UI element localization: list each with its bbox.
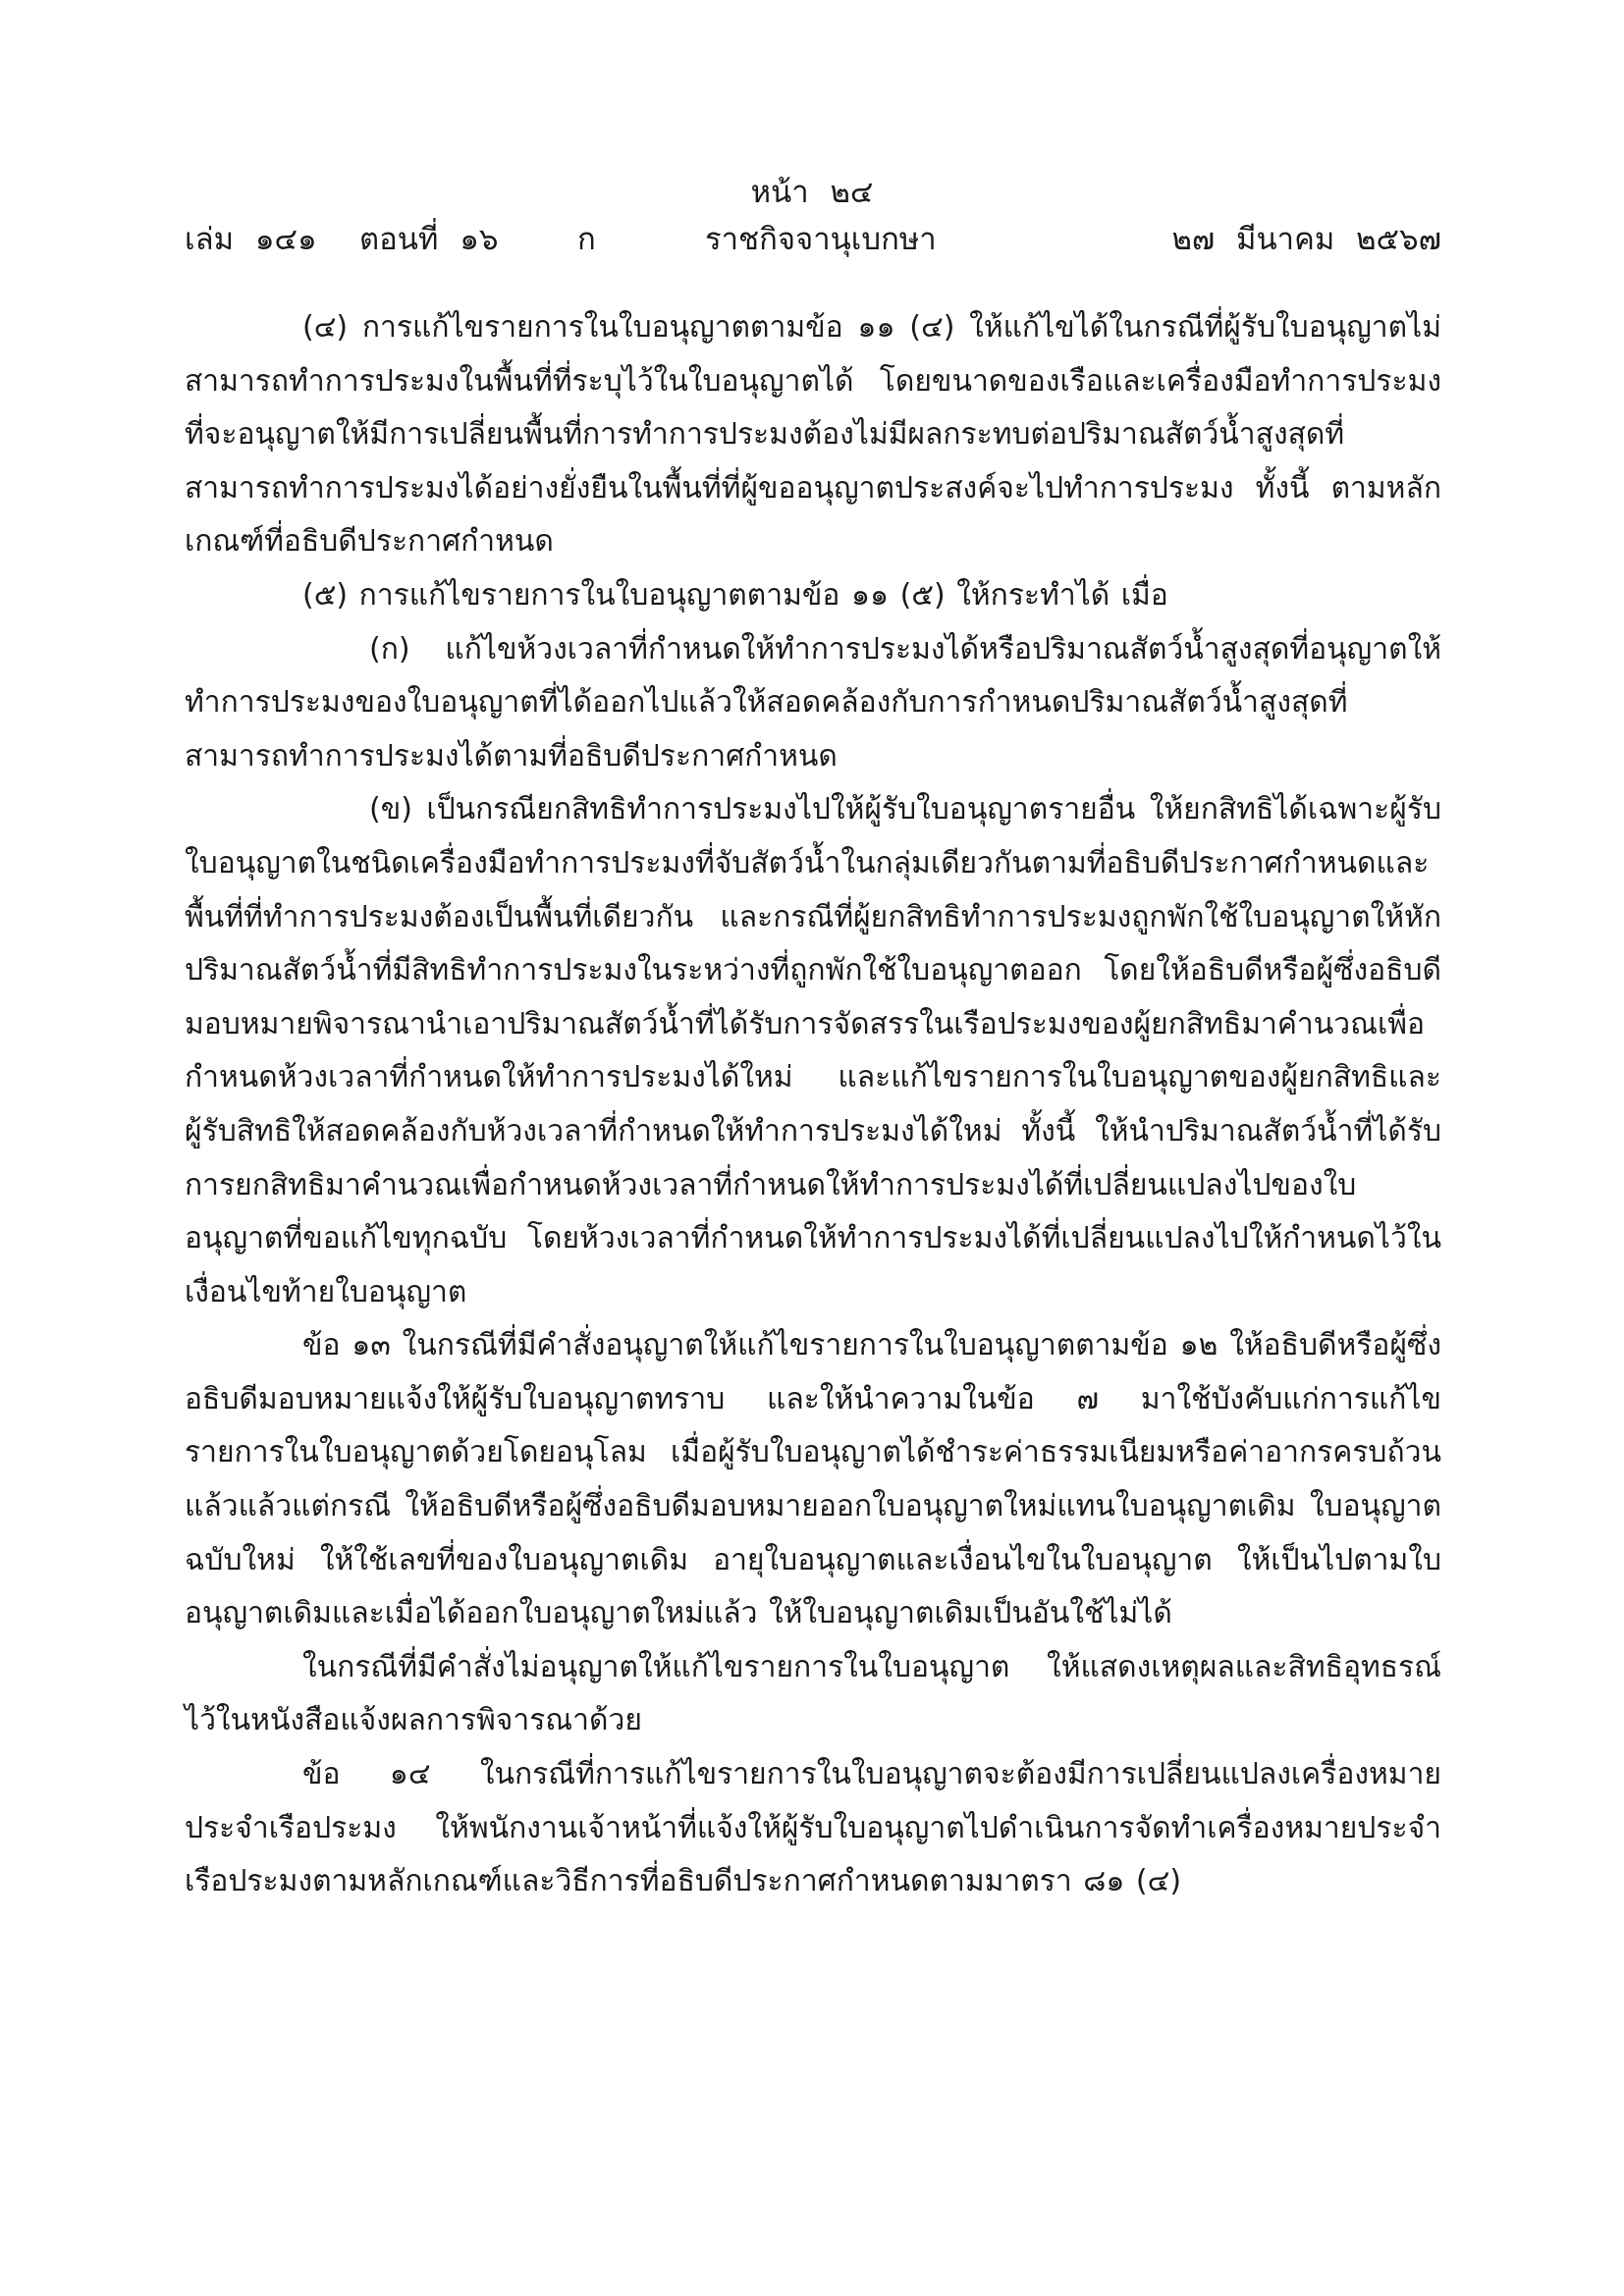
publication-date: ๒๗ มีนาคม ๒๕๖๗ [1171, 222, 1441, 257]
paragraph-article-13-denial: ในกรณีที่มีคำสั่งไม่อนุญาตให้แก้ไขรายการในใบอนุญาต ให้แสดงเหตุผลและสิทธิอุทธรณ์ไว้ในหนังสือแจ้งผลการพิจารณาด้วย [185, 1649, 1441, 1738]
section-label: ก [577, 222, 596, 257]
volume-label: เล่ม ๑๔๑ [185, 222, 317, 257]
gazette-header [185, 220, 1441, 263]
issue-label: ตอนที่ ๑๖ [359, 222, 499, 257]
gazette-title: ราชกิจจานุเบกษา [705, 222, 937, 257]
paragraph-clause-5: (๕) การแก้ไขรายการในใบอนุญาตตามข้อ ๑๑ (๕) ให้กระทำได้ เมื่อ [302, 577, 1168, 613]
page-number: หน้า ๒๔ [750, 175, 874, 210]
paragraph-article-14: ข้อ ๑๔ ในกรณีที่การแก้ไขรายการในใบอนุญาตจะต้องมีการเปลี่ยนแปลงเครื่องหมายประจำเรือประมง ให้พนักงานเจ้าหน้าที่แจ้งให้ผู้รับใบอนุญาตไปดำเนินการจัดทำเครื่องหมายประจำเรือประมงตามหลักเกณฑ์และวิธีการที่อธิบดีประกาศกำหนดตามมาตรา ๘๑ (๔) [185, 1757, 1441, 1899]
paragraph-article-13: ข้อ ๑๓ ในกรณีที่มีคำสั่งอนุญาตให้แก้ไขรายการในใบอนุญาตตามข้อ ๑๒ ให้อธิบดีหรือผู้ซึ่งอธิบดีมอบหมายแจ้งให้ผู้รับใบอนุญาตทราบ และให้นำความในข้อ ๗ มาใช้บังคับแก่การแก้ไขรายการในใบอนุญาตด้วยโดยอนุโลม เมื่อผู้รับใบอนุญาตได้ชำระค่าธรรมเนียมหรือค่าอากรครบถ้วนแล้วแล้วแต่กรณี ให้อธิบดีหรือผู้ซึ่งอธิบดีมอบหมายออกใบอนุญาตใหม่แทนใบอนุญาตเดิม ใบอนุญาตฉบับใหม่ ให้ใช้เลขที่ของใบอนุญาตเดิม อายุใบอนุญาตและเงื่อนไขในใบอนุญาต ให้เป็นไปตามใบอนุญาตเดิมและเมื่อได้ออกใบอนุญาตใหม่แล้ว ให้ใบอนุญาตเดิมเป็นอันใช้ไม่ได้ [185, 1328, 1441, 1631]
paragraph-clause-4: (๔) การแก้ไขรายการในใบอนุญาตตามข้อ ๑๑ (๔) ให้แก้ไขได้ในกรณีที่ผู้รับใบอนุญาตไม่สามารถทำการประมงในพื้นที่ที่ระบุไว้ในใบอนุญาตได้ โดยขนาดของเรือและเครื่องมือทำการประมงที่จะอนุญาตให้มีการเปลี่ยนพื้นที่การทำการประมงต้องไม่มีผลกระทบต่อปริมาณสัตว์น้ำสูงสุดที่สามารถทำการประมงได้อย่างยั่งยืนในพื้นที่ที่ผู้ขออนุญาตประสงค์จะไปทำการประมง ทั้งนี้ ตามหลักเกณฑ์ที่อธิบดีประกาศกำหนด [185, 310, 1441, 560]
paragraph-clause-5-a: (ก) แก้ไขห้วงเวลาที่กำหนดให้ทำการประมงได้หรือปริมาณสัตว์น้ำสูงสุดที่อนุญาตให้ทำการประมงของใบอนุญาตที่ได้ออกไปแล้วให้สอดคล้องกับการกำหนดปริมาณสัตว์น้ำสูงสุดที่สามารถทำการประมงได้ตามที่อธิบดีประกาศกำหนด [185, 631, 1441, 774]
paragraph-clause-5-b: (ข) เป็นกรณียกสิทธิทำการประมงไปให้ผู้รับใบอนุญาตรายอื่น ให้ยกสิทธิได้เฉพาะผู้รับใบอนุญาตในชนิดเครื่องมือทำการประมงที่จับสัตว์น้ำในกลุ่มเดียวกันตามที่อธิบดีประกาศกำหนดและพื้นที่ที่ทำการประมงต้องเป็นพื้นที่เดียวกัน และกรณีที่ผู้ยกสิทธิทำการประมงถูกพักใช้ใบอนุญาตให้หักปริมาณสัตว์น้ำที่มีสิทธิทำการประมงในระหว่างที่ถูกพักใช้ใบอนุญาตออก โดยให้อธิบดีหรือผู้ซึ่งอธิบดีมอบหมายพิจารณานำเอาปริมาณสัตว์น้ำที่ได้รับการจัดสรรในเรือประมงของผู้ยกสิทธิมาคำนวณเพื่อกำหนดห้วงเวลาที่กำหนดให้ทำการประมงได้ใหม่ และแก้ไขรายการในใบอนุญาตของผู้ยกสิทธิและผู้รับสิทธิให้สอดคล้องกับห้วงเวลาที่กำหนดให้ทำการประมงได้ใหม่ ทั้งนี้ ให้นำปริมาณสัตว์น้ำที่ได้รับการยกสิทธิมาคำนวณเพื่อกำหนดห้วงเวลาที่กำหนดให้ทำการประมงได้ที่เปลี่ยนแปลงไปของใบอนุญาตที่ขอแก้ไขทุกฉบับ โดยห้วงเวลาที่กำหนดให้ทำการประมงได้ที่เปลี่ยนแปลงไปให้กำหนดไว้ในเงื่อนไขท้ายใบอนุญาต [185, 792, 1441, 1309]
document-body [185, 301, 1441, 1909]
